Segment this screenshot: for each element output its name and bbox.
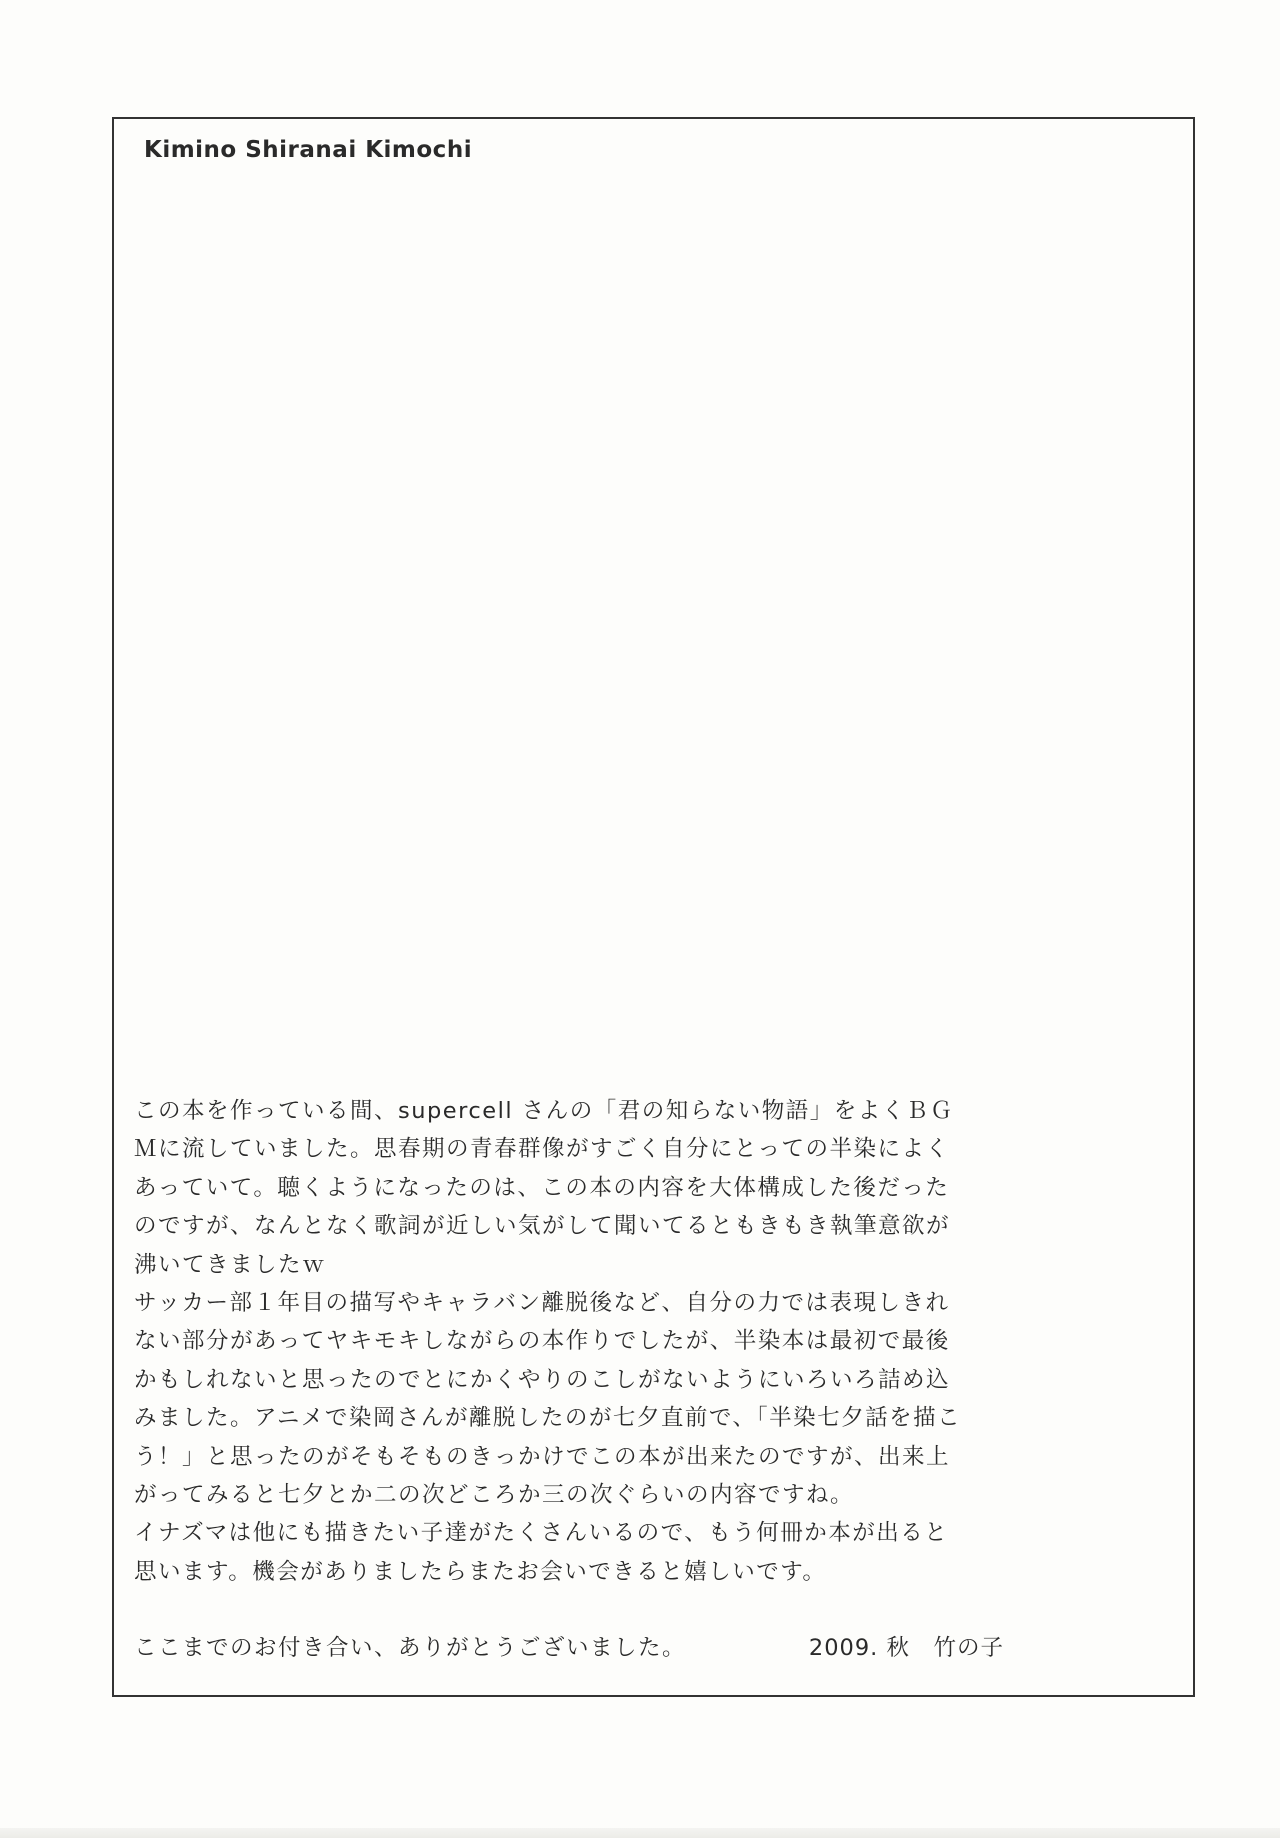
body-line: みました。アニメで染岡さんが離脱したのが七夕直前で、「半染七夕話を描こ: [134, 1405, 962, 1432]
body-line: がってみると七夕とか二の次どころか三の次ぐらいの内容ですね。: [134, 1482, 855, 1509]
body-line: この本を作っている間、supercell さんの「君の知らない物語」をよくＢＧ: [134, 1098, 954, 1124]
body-line: 思います。機会がありましたらまたお会いできると嬉しいです。: [134, 1558, 827, 1585]
body-line: イナズマは他にも描きたい子達がたくさんいるので、もう何冊か本が出ると: [134, 1520, 949, 1547]
body-line: 沸いてきましたｗ: [134, 1251, 327, 1278]
page-bottom-edge: [0, 1828, 1280, 1838]
closing-thanks: ここまでのお付き合い、ありがとうございました。: [134, 1635, 687, 1661]
body-line: あっていて。聴くようになったのは、この本の内容を大体構成した後だった: [134, 1174, 950, 1201]
body-line: Ｍに流していました。思春期の青春群像がすごく自分にとっての半染によく: [134, 1136, 950, 1163]
page-title: Kimino Shiranai Kimochi: [144, 137, 473, 163]
signature: 2009. 秋 竹の子: [808, 1635, 1004, 1661]
body-line: かもしれないと思ったのでとにかくやりのこしがないようにいろいろ詰め込: [134, 1366, 951, 1393]
body-line: のですが、なんとなく歌詞が近しい気がして聞いてるともきもき執筆意欲が: [134, 1213, 951, 1240]
body-line: ない部分があってヤキモキしながらの本作りでしたが、半染本は最初で最後: [134, 1328, 950, 1355]
afterword-body: [134, 1092, 1004, 1591]
body-line: う！」と思ったのがそもそものきっかけでこの本が出来たのですが、出来上: [134, 1443, 951, 1470]
body-line: サッカー部１年目の描写やキャラバン離脱後など、自分の力では表現しきれ: [134, 1290, 950, 1317]
page-frame: [112, 117, 1195, 1697]
